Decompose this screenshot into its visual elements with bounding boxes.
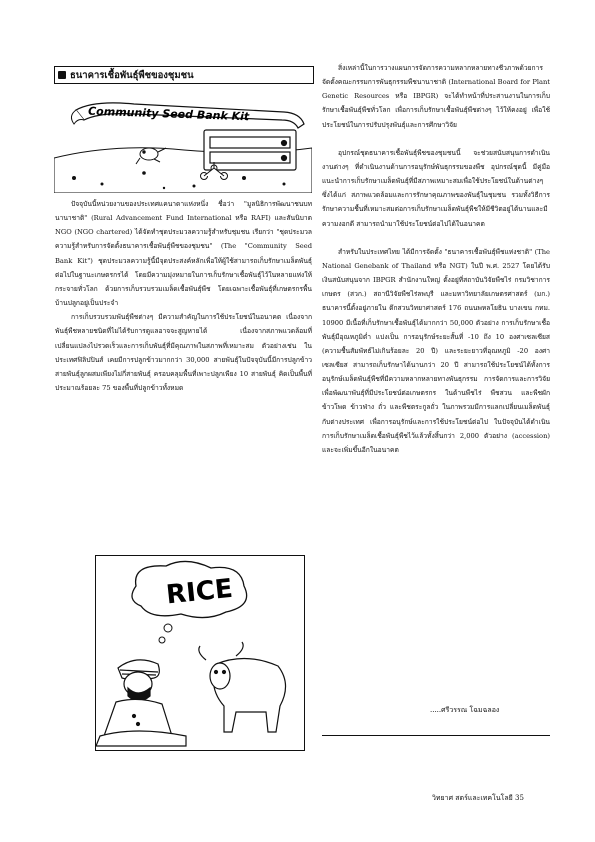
left-column (55, 197, 312, 395)
bubble-text: RICE (164, 573, 235, 611)
paragraph: ปัจจุบันนี้หน่วยงานของประเทศแคนาดาแห่งหนึ่ง ชื่อว่า "มูลนิธิการพัฒนาชนบทนานาชาติ" (Rural Advancement Fund International หรือ RAFI) และสันนิบาต NGO (NGO chartered) ได้จัดทำชุดประมวลความรู้สำหรับชุมชน เรียกว่า "ชุดประมวลความรู้สำหรับการจัดตั้งธนาคารเชื้อพันธุ์พืชของชุมชน" (The "Community Seed Bank Kit") ชุดประมวลความรู้นี้มีจุดประสงค์หลักเพื่อให้ผู้ใช้สามารถเก็บรักษาเมล็ดพันธุ์ต่อไปในฐานะเกษตรกรได้ โดยมีความมุ่งหมายในการเก็บรักษาเชื้อพันธุ์ไว้ในหลายแห่งให้กระจายทั่วโลก ด้วยการเก็บรวบรวมเมล็ดเชื้อพันธุ์พืช โดยเฉพาะเชื้อพันธุ์ที่เกษตรกรพื้นบ้านปลูกอยู่เป็นประจำ (55, 200, 312, 308)
page-footer: วิทยาศ สตร์และเทคโนโลยี 35 (432, 794, 524, 802)
paragraph: สำหรับในประเทศไทย ได้มีการจัดตั้ง "ธนาคารเชื้อพันธุ์พืชแห่งชาติ" (The National Genebank of Thailand หรือ NGT) ในปี พ.ศ. 2527 โดยได้รับเงินสนับสนุนจาก IBPGR สำนักงานใหญ่ ตั้งอยู่ที่สถาบันวิจัยพืชไร่ กรมวิชาการเกษตร (สวก.) สถานีวิจัยพืชไร่ลพบุรี และมหาวิทยาลัยเกษตรศาสตร์ (มก.) ธนาคารนี้ตั้งอยู่ภายใน ตึกสวนวิทยาศาสตร์ 176 ถนนพหลโยธิน บางเขน กทม. 10900 มีเนื้อที่เก็บรักษาเชื้อพันธุ์ได้มากกว่า 50,000 ตัวอย่าง การเก็บรักษาเชื้อพันธุ์มีอุณหภูมิต่ำ แบ่งเป็น การอนุรักษ์ระยะสั้นที่ -10 ถึง 10 องศาเซลเซียส (ความชื้นสัมพัทธ์ไม่เกินร้อยละ 20 ปี) และระยะยาวที่อุณหภูมิ -20 องศาเซลเซียส สามารถเก็บรักษาได้นานกว่า 20 ปี สามารถใช้ประโยชน์ได้ทั้งการอนุรักษ์เมล็ดพันธุ์พืชที่มีความหลากหลายทางพันธุกรรม การจัดการและการวิจัยเพื่อพัฒนาพันธุ์ที่มีประโยชน์ต่อเกษตรกร ในด้านพืชไร่ พืชสวน และพืชผัก ข้าวโพด ข้าวฟ่าง ถั่ว และพืชตระกูลถั่ว ในภาพรวมมีการแลกเปลี่ยนเมล็ดพันธุ์กับต่างประเทศ เพื่อการอนุรักษ์และการใช้ประโยชน์ต่อไป ในปัจจุบันได้ดำเนินการเก็บรักษาเมล็ดเชื้อพันธุ์พืชไว้แล้วทั้งสิ้นกว่า 2,000 ตัวอย่าง (accession) และจะเพิ่มขึ้นอีกในอนาคต (322, 247, 550, 454)
seed-bank-illustration (54, 88, 312, 193)
right-column (322, 61, 550, 457)
author-signature: .....ศรีวรรณ โฉมฉลอง (430, 706, 500, 714)
section-title-box (54, 66, 314, 84)
paragraph: สิ่งเหล่านี้ในการวางแผนการจัดการความหลากหลายทางชีวภาพด้วยการจัดตั้งคณะกรรมการพันธุกรรมพืชนานาชาติ (International Board for Plant Genetic Resources หรือ IBPGR) จะได้ทำหน้าที่ประสานงานในการเก็บรักษาเชื้อพันธุ์พืชทั่วโลก เพื่อการเก็บรักษาเชื้อพันธุ์พืชต่างๆ ไว้ให้คงอยู่ เพื่อใช้ประโยชน์ในการปรับปรุงพันธุ์และการศึกษาวิจัย (322, 64, 550, 129)
banner-text: Community Seed Bank Kit (87, 104, 250, 124)
farmer-rice-illustration (95, 555, 305, 751)
bullet-icon (58, 71, 66, 79)
paragraph: อุปกรณ์ชุดธนาคารเชื้อพันธุ์พืชของชุมชนนี้ จะช่วยสนับสนุนการดำเนินงานต่างๆ ที่ดำเนินงานด้านการอนุรักษ์พันธุกรรมของพืช อุปกรณ์ชุดนี้ มีคู่มือแนะนำการเก็บรักษาเมล็ดพันธุ์ที่มีสภาพเหมาะสมเพื่อใช้ประโยชน์ในด้านต่างๆ ซึ่งได้แก่ สภาพแวดล้อมและการรักษาคุณภาพของพันธุ์ในชุมชน รวมทั้งวิธีการรักษาความชื้นที่เหมาะสมต่อการเก็บรักษาเมล็ดพันธุ์พืชให้มีชีวิตอยู่ได้นานและมีความงอกดี สามารถนำมาใช้ประโยชน์ต่อไปได้ในอนาคต (322, 148, 550, 228)
divider-rule (322, 735, 550, 736)
paragraph: การเก็บรวบรวมพันธุ์พืชต่างๆ มีความสำคัญในการใช้ประโยชน์ในอนาคต เนื่องจากพันธุ์พืชหลายชนิดที่ไม่ได้รับการดูแลอาจจะสูญหายได้ เนื่องจากสภาพแวดล้อมที่เปลี่ยนแปลงไปรวดเร็วและการเก็บพันธุ์ที่มีคุณภาพในสภาพที่เหมาะสม ตัวอย่างเช่น ในประเทศฟิลิปปินส์ เคยมีการปลูกข้าวมากกว่า 30,000 สายพันธุ์ในปัจจุบันนี้มีการปลูกข้าวสายพันธุ์ลูกผสมเพียงไม่กี่สายพันธุ์ ครอบคลุมพื้นที่เพาะปลูกเพียง 10 สายพันธุ์ คิดเป็นพื้นที่ประมาณร้อยละ 75 ของพื้นที่ปลูกข้าวทั้งหมด (55, 313, 312, 393)
section-title: ธนาคารเชื้อพันธุ์พืชของชุมชน (70, 69, 194, 81)
